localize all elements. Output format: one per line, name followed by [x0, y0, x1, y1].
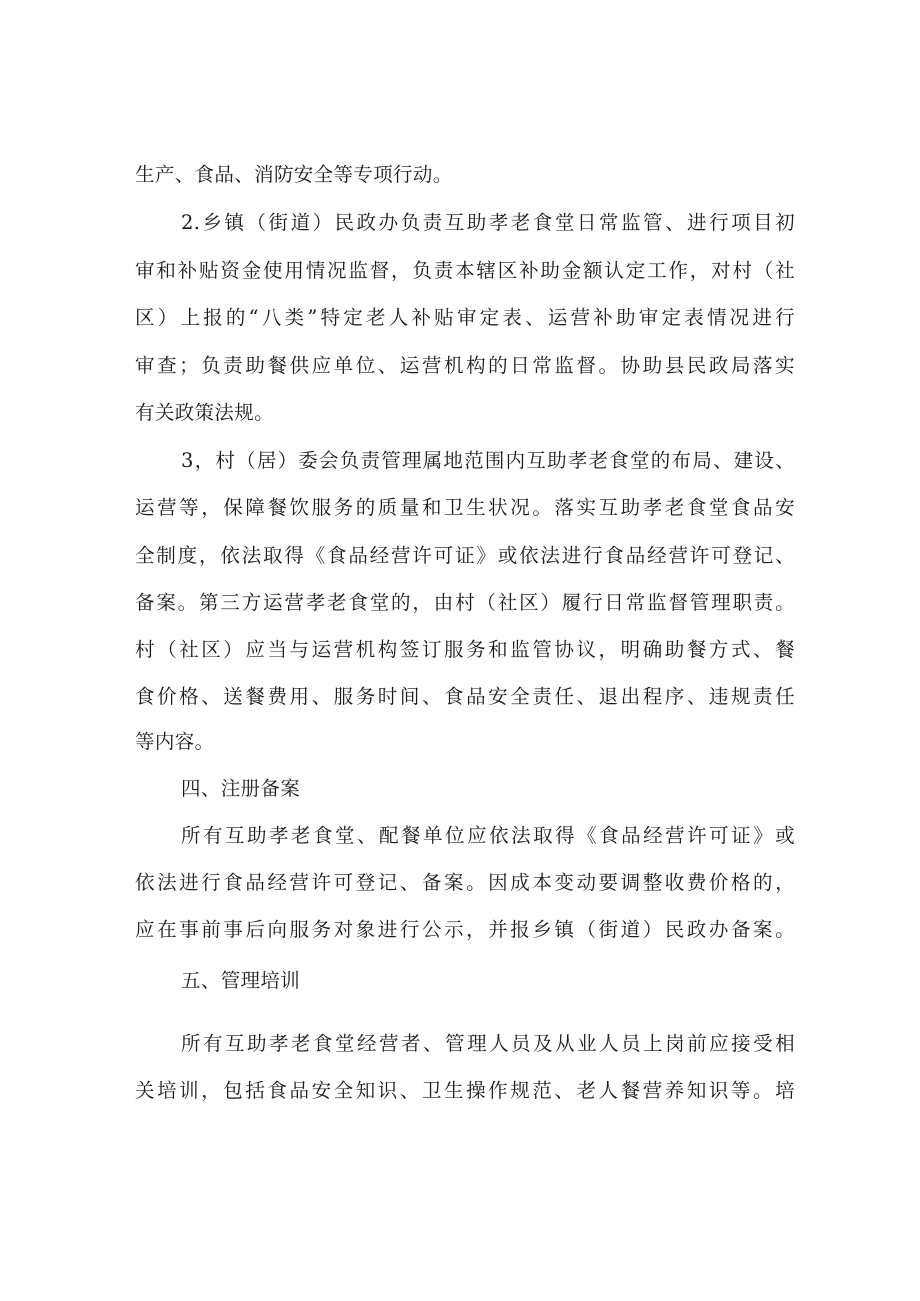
paragraph-line: 食价格、送餐费用、服务时间、食品安全责任、退出程序、违规责任 [135, 685, 795, 708]
paragraph-line: 应在事前事后向服务对象进行公示，并报乡镇（街道）民政办备案。 [135, 918, 795, 941]
paragraph-line: 生产、食品、消防安全等专项行动。 [135, 163, 453, 186]
paragraph-line: 所有互助孝老食堂经营者、管理人员及从业人员上岗前应接受相 [181, 1032, 795, 1055]
paragraph-line: 审查；负责助餐供应单位、运营机构的日常监督。协助县民政局落实 [135, 354, 795, 377]
section-heading: 四、注册备案 [181, 777, 301, 800]
paragraph-line: 3，村（居）委会负责管理属地范围内互助孝老食堂的布局、建设、 [181, 449, 795, 472]
paragraph-line: 区）上报的“八类”特定老人补贴审定表、运营补助审定表情况进行 [135, 306, 795, 329]
paragraph-line: 审和补贴资金使用情况监督，负责本辖区补助金额认定工作，对村（社 [135, 259, 795, 282]
paragraph-line: 依法进行食品经营许可登记、备案。因成本变动要调整收费价格的， [135, 871, 795, 894]
paragraph-line: 有关政策法规。 [135, 401, 274, 424]
paragraph-line: 所有互助孝老食堂、配餐单位应依法取得《食品经营许可证》或 [181, 824, 795, 847]
paragraph-line: 关培训，包括食品安全知识、卫生操作规范、老人餐营养知识等。培 [135, 1079, 795, 1102]
paragraph-line: 备案。第三方运营孝老食堂的，由村（社区）履行日常监督管理职责。 [135, 591, 795, 614]
paragraph-line: 2.乡镇（街道）民政办负责互助孝老食堂日常监管、进行项目初 [181, 211, 795, 234]
paragraph-line: 全制度，依法取得《食品经营许可证》或依法进行食品经营许可登记、 [135, 544, 795, 567]
paragraph-line: 运营等，保障餐饮服务的质量和卫生状况。落实互助孝老食堂食品安 [135, 496, 795, 519]
paragraph-line: 等内容。 [135, 730, 215, 753]
section-heading: 五、管理培训 [181, 969, 301, 992]
paragraph-line: 村（社区）应当与运营机构签订服务和监管协议，明确助餐方式、餐 [135, 638, 795, 661]
